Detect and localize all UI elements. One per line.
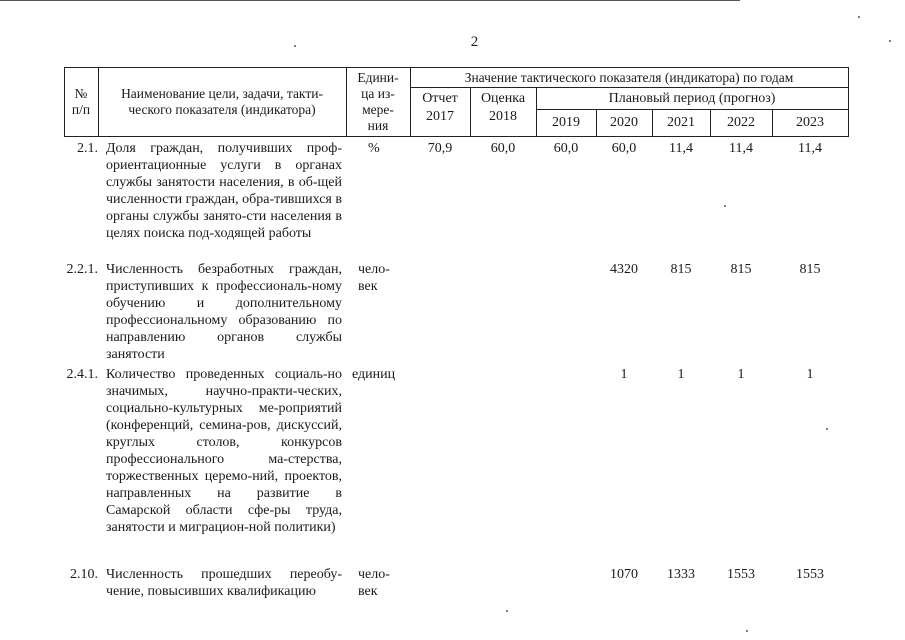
scan-speck	[294, 45, 296, 47]
value-2023: 1	[806, 367, 814, 382]
value-2023: 11,4	[798, 141, 822, 156]
scan-speck	[826, 428, 828, 430]
header-col-estimate: Оценка 2018	[480, 91, 526, 124]
unit: %	[368, 141, 380, 156]
unit: чело- век	[358, 567, 390, 599]
value-2017: 70,9	[427, 141, 453, 156]
value-2022: 1553	[727, 567, 755, 582]
value-2022: 1	[737, 367, 745, 382]
unit: единиц	[352, 367, 396, 382]
header-col-values: Значение тактического показателя (индикатора) по годам	[464, 69, 794, 85]
value-2021: 1	[677, 367, 685, 382]
row-number: 2.4.1.	[66, 367, 98, 382]
value-2019: 60,0	[553, 141, 579, 156]
top-scan-edge	[0, 0, 740, 1]
indicator-name: Количество проведенных социаль-но значимых, научно-практи-ческих, социально-культурных ме-роприятий (конференций, семина-ров, дискуссий, круглых столов, конкурсов профессионального ма-стерства, торжественных церемо-ний, проектов, направленных на развитие в Самарской области сфе-ры труда, занятости и миграцион-ной политики)	[106, 367, 342, 535]
indicator-name: Доля граждан, получивших проф-ориентационные услуги в органах службы занятости населения, в об-щей численности граждан, обра-тившихся в органы службы занято-сти населения в целях поиска под-ходящей работы	[106, 141, 342, 241]
value-2022: 815	[730, 262, 752, 277]
header-col-unit: Едини- ца из- мере- ния	[357, 70, 399, 133]
value-2018: 60,0	[490, 141, 516, 156]
header-col-name: Наименование цели, задачи, такти- ческого показателя (индикатора)	[121, 86, 323, 117]
page-number: 2	[470, 34, 479, 50]
scan-speck	[889, 40, 891, 42]
value-2023: 1553	[796, 567, 824, 582]
scan-speck	[724, 205, 726, 207]
scan-speck	[746, 630, 748, 632]
value-2021: 11,4	[669, 141, 693, 156]
header-col-report: Отчет 2017	[422, 91, 458, 124]
scan-speck	[506, 610, 508, 612]
scan-speck	[858, 16, 860, 18]
header-year-2021: 2021	[667, 115, 695, 130]
value-2020: 60,0	[611, 141, 637, 156]
row-number: 2.1.	[77, 141, 98, 156]
value-2020: 1070	[610, 567, 638, 582]
row-number: 2.10.	[70, 567, 98, 582]
header-year-2019: 2019	[552, 115, 580, 130]
value-2022: 11,4	[729, 141, 753, 156]
value-2021: 815	[670, 262, 692, 277]
unit: чело- век	[358, 262, 390, 294]
value-2020: 1	[620, 367, 628, 382]
header-col-plan: Плановый период (прогноз)	[608, 90, 776, 106]
header-col-num: № п/п	[71, 86, 91, 117]
header-year-2023: 2023	[796, 115, 824, 130]
row-number: 2.2.1.	[66, 262, 98, 277]
header-year-2022: 2022	[727, 115, 755, 130]
header-year-2020: 2020	[610, 115, 638, 130]
value-2020: 4320	[610, 262, 638, 277]
value-2023: 815	[799, 262, 821, 277]
indicator-name: Численность прошедших переобу-чение, повысивших квалификацию	[106, 567, 342, 599]
value-2021: 1333	[667, 567, 695, 582]
indicator-name: Численность безработных граждан, приступивших к профессиональ-ному обучению и дополнительному профессиональному образованию по направлению органов службы занятости	[106, 262, 342, 362]
